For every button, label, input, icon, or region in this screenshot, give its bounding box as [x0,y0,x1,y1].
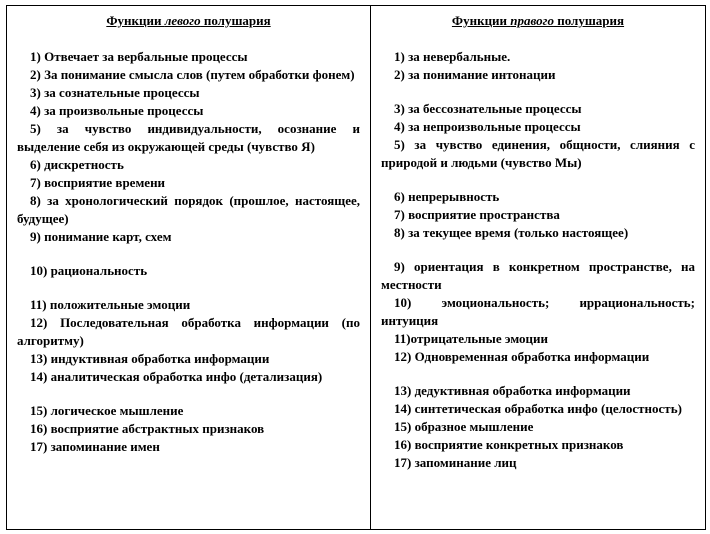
left-hemisphere-column [7,6,371,530]
left-item-8: 8) за хронологический порядок (прошлое, настоящее, будущее) [17,193,360,226]
right-item-1: 1) за невербальные. [394,49,511,64]
right-column-heading [381,12,695,30]
heading-prefix: Функции [451,13,511,28]
right-item-12: 12) Одновременная обработка информации [394,349,650,364]
left-item-12: 12) Последовательная обработка информации (по алгоритму) [17,315,360,348]
left-item-9: 9) понимание карт, схем [30,229,172,244]
table-row [7,6,706,530]
right-item-13: 13) дедуктивная обработка информации [394,383,631,398]
right-item-11: 11)отрицательные эмоции [394,331,549,346]
right-item-3: 3) за бессознательные процессы [394,101,582,116]
left-item-17: 17) запоминание имен [30,439,160,454]
left-item-16: 16) восприятие абстрактных признаков [30,421,265,436]
left-item-3: 3) за сознательные процессы [30,85,200,100]
right-item-8: 8) за текущее время (только настоящее) [394,225,629,240]
left-item-6: 6) дискретность [30,157,124,172]
heading-suffix: полушария [553,13,625,28]
right-item-2: 2) за понимание интонации [394,67,556,82]
left-item-4: 4) за произвольные процессы [30,103,204,118]
left-item-2: 2) За понимание смысла слов (путем обработки фонем) [30,67,355,82]
right-item-4: 4) за непроизвольные процессы [394,119,581,134]
right-item-5: 5) за чувство единения, общности, слияния с природой и людьми (чувство Мы) [381,137,695,170]
right-item-15: 15) образное мышление [394,419,534,434]
right-item-7: 7) восприятие пространства [394,207,560,222]
hemisphere-functions-table [6,5,706,530]
heading-italic-word: левого [164,13,201,28]
right-item-9: 9) ориентация в конкретном пространстве, на местности [381,259,695,292]
heading-italic-word: правого [510,13,554,28]
right-item-16: 16) восприятие конкретных признаков [394,437,624,452]
left-item-11: 11) положительные эмоции [30,297,191,312]
left-item-14: 14) аналитическая обработка инфо (детализация) [30,369,323,384]
right-item-17: 17) запоминание лиц [394,455,517,470]
left-item-1: 1) Отвечает за вербальные процессы [30,49,248,64]
left-item-10: 10) рациональность [30,263,148,278]
right-item-14: 14) синтетическая обработка инфо (целостность) [394,401,682,416]
heading-prefix: Функции [106,13,165,28]
left-column-heading [17,12,360,30]
right-item-6: 6) непрерывность [394,189,500,204]
left-item-13: 13) индуктивная обработка информации [30,351,270,366]
left-item-7: 7) восприятие времени [30,175,166,190]
right-item-10: 10) эмоциональность; иррациональность; интуиция [381,295,695,328]
heading-suffix: полушария [200,13,271,28]
left-item-15: 15) логическое мышление [30,403,184,418]
right-hemisphere-column [371,6,706,530]
left-item-5: 5) за чувство индивидуальности, осознание и выделение себя из окружающей среды (чувство Я) [17,121,360,154]
